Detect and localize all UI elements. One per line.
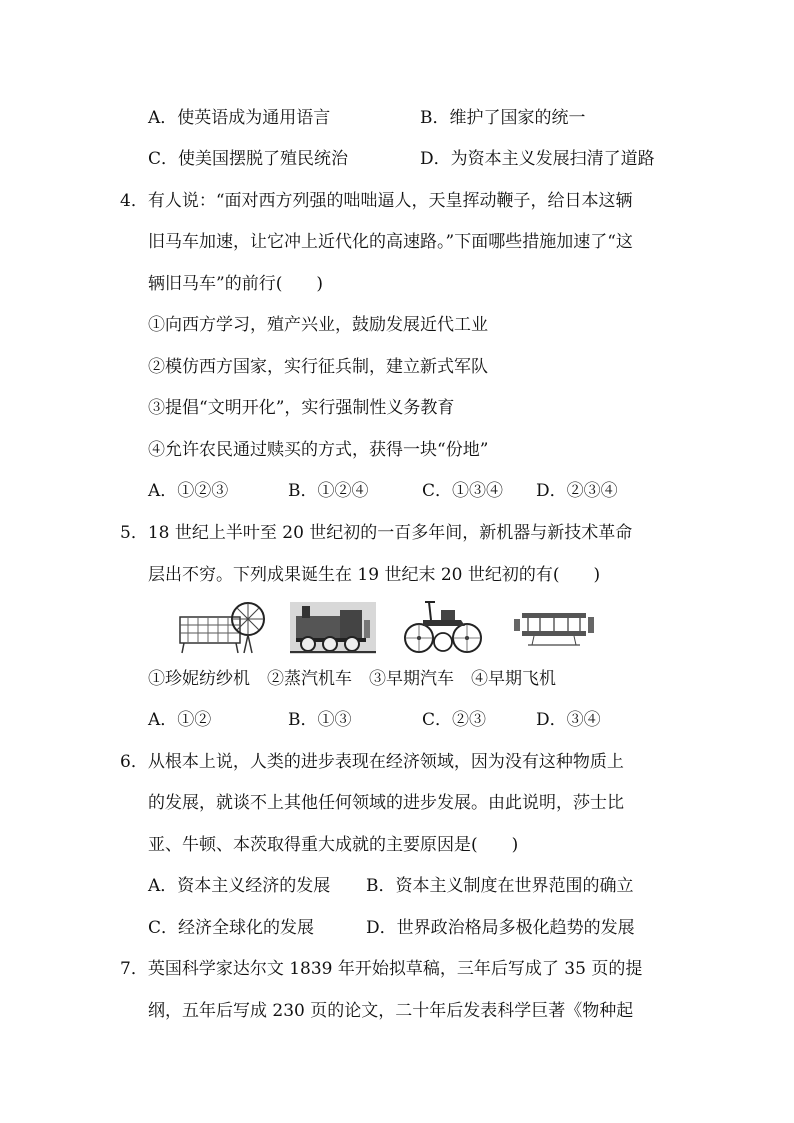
- q4-stem-line2: 旧马车加速，让它冲上近代化的高速路。”下面哪些措施加速了“这: [148, 232, 633, 252]
- q6-stem-line1: 6．从根本上说，人类的进步表现在经济领域，因为没有这种物质上: [120, 752, 624, 772]
- q3-option-c: C．使美国摆脱了殖民统治: [148, 149, 349, 169]
- q4-option-b: B．①②④: [288, 481, 369, 501]
- q5-image-captions: ①珍妮纺纱机 ②蒸汽机车 ③早期汽车 ④早期飞机: [148, 669, 556, 689]
- q6-option-b: B．资本主义制度在世界范围的确立: [366, 876, 634, 896]
- q5-option-a: A．①②: [148, 710, 212, 730]
- q4-item-3: ③提倡“文明开化”，实行强制性义务教育: [148, 398, 455, 418]
- q4-option-a: A．①②③: [148, 481, 229, 501]
- q3-option-d: D．为资本主义发展扫清了道路: [420, 149, 655, 169]
- q6-option-c: C．经济全球化的发展: [148, 918, 315, 938]
- q4-stem-line1: 4．有人说：“面对西方列强的咄咄逼人，天皇挥动鞭子，给日本这辆: [120, 191, 633, 211]
- q5-option-b: B．①③: [288, 710, 352, 730]
- q6-stem-line2: 的发展，就谈不上其他任何领域的进步发展。由此说明，莎士比: [148, 793, 624, 813]
- q7-stem-line2: 纲，五年后写成 230 页的论文，二十年后发表科学巨著《物种起: [148, 1001, 634, 1021]
- q5-stem-line2: 层出不穷。下列成果诞生在 19 世纪末 20 世纪初的有( ): [148, 565, 601, 585]
- q4-item-2: ②模仿西方国家，实行征兵制，建立新式军队: [148, 357, 488, 377]
- q3-option-b: B．维护了国家的统一: [420, 108, 586, 128]
- q4-stem-line3: 辆旧马车”的前行( ): [148, 274, 323, 294]
- early-automobile-image: [403, 596, 485, 656]
- q4-option-c: C．①③④: [422, 481, 504, 501]
- spinning-jenny-image: [178, 597, 270, 655]
- steam-locomotive-image: [290, 602, 376, 654]
- q3-option-a: A．使英语成为通用语言: [148, 108, 331, 128]
- q5-option-c: C．②③: [422, 710, 487, 730]
- q6-option-d: D．世界政治格局多极化趋势的发展: [366, 918, 635, 938]
- q7-stem-line1: 7．英国科学家达尔文 1839 年开始拟草稿，三年后写成了 35 页的提: [120, 959, 643, 979]
- q5-option-d: D．③④: [536, 710, 601, 730]
- early-airplane-image: [514, 605, 594, 651]
- q4-item-4: ④允许农民通过赎买的方式，获得一块“份地”: [148, 440, 489, 460]
- q6-option-a: A．资本主义经济的发展: [148, 876, 331, 896]
- q4-option-d: D．②③④: [536, 481, 618, 501]
- q5-stem-line1: 5．18 世纪上半叶至 20 世纪初的一百多年间，新机器与新技术革命: [120, 523, 633, 543]
- q4-item-1: ①向西方学习，殖产兴业，鼓励发展近代工业: [148, 315, 488, 335]
- q6-stem-line3: 亚、牛顿、本茨取得重大成就的主要原因是( ): [148, 835, 519, 855]
